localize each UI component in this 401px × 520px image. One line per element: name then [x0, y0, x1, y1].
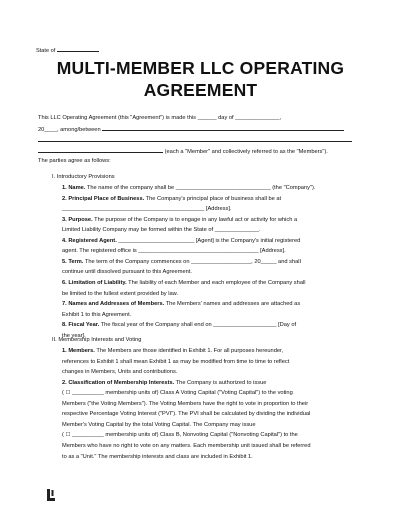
clause-text: The fiscal year of the Company shall end on ____________________ [Day of: [99, 322, 297, 329]
document-title-line2: AGREEMENT: [143, 80, 258, 100]
clause-line: [62, 238, 300, 245]
clause-line: [62, 443, 310, 450]
clause-heading: 3. Purpose.: [62, 216, 93, 223]
clause-line: [62, 259, 301, 266]
clause-text: The name of the company shall be ______________________________ (the "Company").: [85, 185, 316, 191]
clause-text: changes in Members, Units and contributions.: [62, 369, 178, 376]
clause-text: Member's Voting Capital by the total Voting Capital. The Company may issue: [62, 421, 256, 428]
clause-line: [62, 422, 256, 429]
clause-line: [62, 227, 261, 234]
state-field: [36, 47, 99, 54]
clause-text: agent. The registered office is ______________________________________ [Address].: [62, 248, 286, 255]
intro-line: [38, 148, 328, 156]
clause-text: be limited to the fullest extent provided by law.: [62, 290, 179, 297]
intro-line: [38, 137, 352, 145]
clause-line: [62, 369, 177, 376]
clause-line: [62, 348, 283, 355]
clause-text: Members who have no right to vote on any matters. Each membership unit issued shall be referred: [62, 442, 311, 449]
section-heading: I. Introductory Provisions: [52, 174, 115, 180]
clause-heading: 1. Members.: [62, 348, 95, 354]
clause-text: the year].: [62, 332, 86, 339]
intro-line: The parties agree as follows:: [38, 158, 111, 164]
clause-line: [62, 301, 300, 308]
clause-text: Members ("the Voting Members"). The Voting Members have the right to vote in proportion to their: [62, 400, 309, 407]
state-blank: [57, 47, 99, 52]
clause-heading: 1. Name.: [62, 185, 86, 191]
clause-text: references to Exhibit 1 shall mean Exhibit 1 as may be modified from time to time to reflect: [62, 358, 290, 365]
clause-line: [62, 312, 131, 319]
clause-heading: 2. Principal Place of Business.: [62, 195, 145, 202]
clause-text: ( ☐ __________ membership units of) Class B, Nonvoting Capital ("Nonvoting Capital") to the: [62, 432, 298, 439]
clause-text: ( ☐ __________ membership units of) Class A Voting Capital ("Voting Capital") to the voting: [62, 390, 293, 397]
clause-line: [62, 291, 178, 298]
clause-line: [62, 322, 296, 329]
clause-line: [62, 206, 232, 213]
clause-line: [62, 454, 253, 461]
document-title-line1: MULTI-MEMBER LLC OPERATING: [56, 58, 345, 78]
clause-text: _____________________________________________ [Address].: [62, 206, 232, 213]
clause-line: [62, 269, 192, 276]
clause-text: Exhibit 1 to this Agreement.: [62, 311, 132, 318]
clause-heading: 2. Classification of Membership Interests.: [62, 379, 175, 386]
intro-line: [38, 126, 344, 134]
intro-text: (each a "Member" and collectively referred to as the "Members").: [164, 149, 328, 155]
clause-line: [62, 401, 308, 408]
clause-line: [62, 280, 306, 287]
clause-text: The Members are those identified in Exhibit 1. For all purposes hereunder,: [94, 348, 284, 354]
clause-text: The purpose of the Company is to engage in any lawful act or activity for which a: [92, 216, 298, 223]
members-blank: [38, 148, 163, 153]
brand-logo-icon: [46, 488, 56, 502]
clause-text: ________________________ [Agent] is the Company's initial registered: [116, 237, 301, 244]
clause-line: [62, 359, 289, 366]
clause-line: [62, 248, 286, 255]
clause-line: [62, 185, 315, 192]
clause-heading: 8. Fiscal Year.: [62, 322, 100, 329]
clause-text: continue until dissolved pursuant to this Agreement.: [62, 269, 192, 276]
clause-heading: 7. Names and Addresses of Members.: [62, 301, 165, 308]
members-blank: [102, 126, 344, 131]
clause-text: The Company's principal place of business shall be at: [144, 195, 282, 202]
clause-text: respective Percentage Voting Interest ("PVI"). The PVI shall be calculated by dividing the individual: [62, 411, 311, 418]
intro-text: 20____, among/between: [38, 127, 101, 133]
intro-line: This LLC Operating Agreement (this "Agreement") is made this ______ day of ______________,: [38, 115, 282, 121]
clause-text: to as a "Unit." The membership interests and class are included in Exhibit 1.: [62, 453, 253, 460]
clause-line: [62, 432, 298, 439]
clause-line: [62, 196, 281, 203]
clause-line: [62, 411, 310, 418]
clause-line: [62, 217, 297, 224]
clause-heading: 5. Term.: [62, 258, 84, 265]
clause-heading: 4. Registered Agent.: [62, 237, 117, 244]
clause-text: The Company is authorized to issue: [174, 379, 267, 386]
clause-line: [62, 380, 266, 387]
section-heading: II. Membership Interests and Voting: [52, 337, 142, 343]
clause-text: The term of the Company commences on ___________________, 20_____ and shall: [83, 258, 301, 265]
state-label: State of: [36, 48, 56, 54]
clause-text: The Members' names and addresses are attached as: [164, 301, 301, 308]
clause-text: The liability of each Member and each employee of the Company shall: [126, 279, 306, 286]
clause-text: Limited Liability Company may be formed within the State of ______________.: [62, 227, 261, 234]
clause-line: [62, 390, 293, 397]
members-blank: [38, 137, 352, 142]
clause-heading: 6. Limitation of Liability.: [62, 279, 127, 286]
